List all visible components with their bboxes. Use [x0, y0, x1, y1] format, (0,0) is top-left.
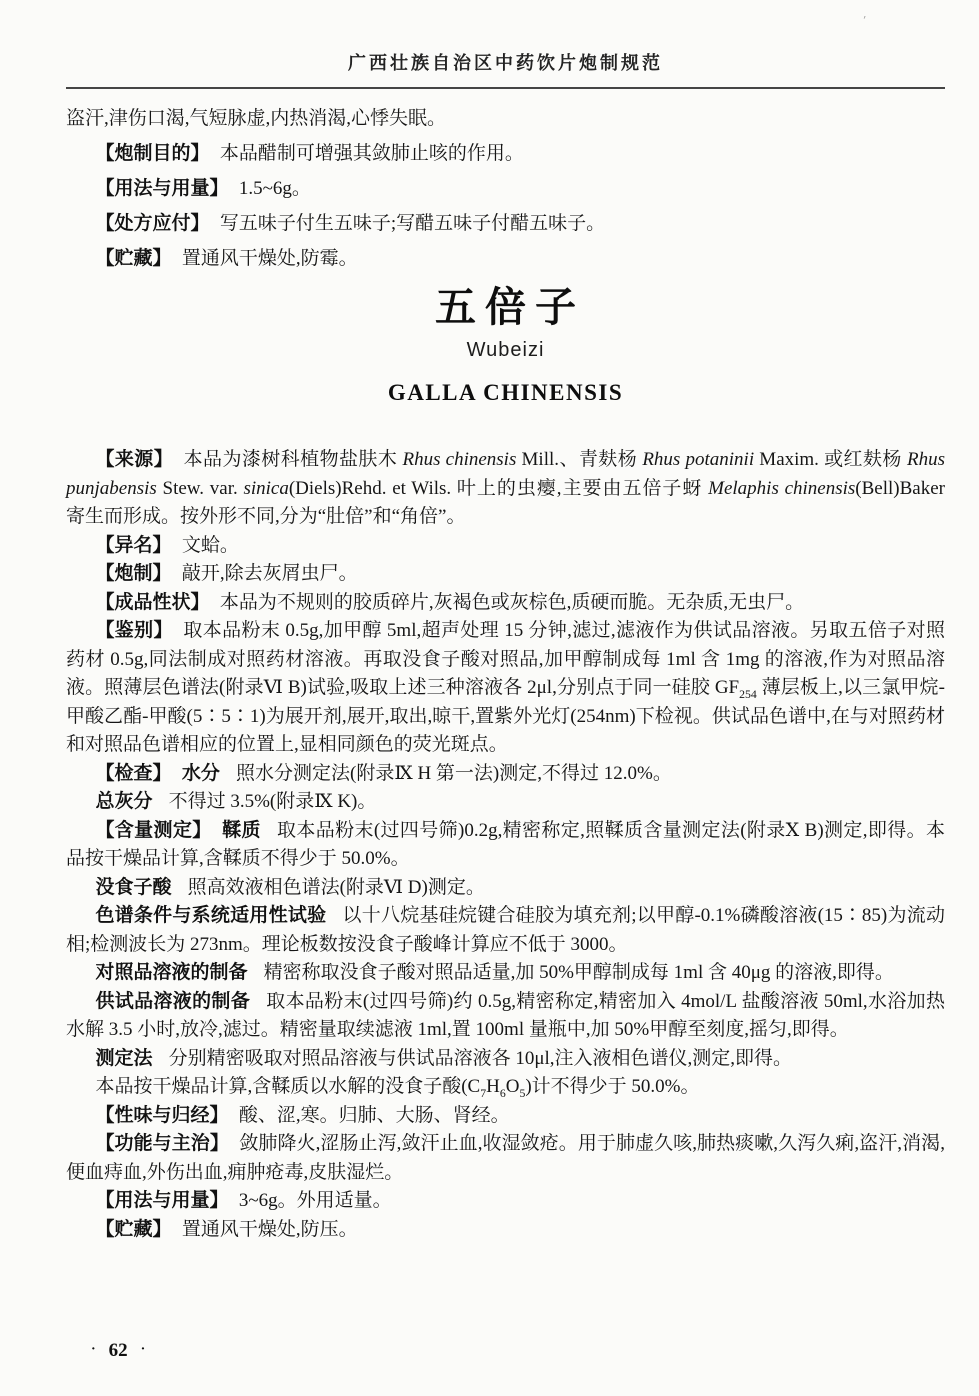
- section-label: 【贮藏】: [95, 1218, 172, 1240]
- page-number-value: 62: [108, 1340, 128, 1361]
- para-cedingfa: [66, 1045, 945, 1074]
- section-text: 照水分测定法(附录Ⅸ H 第一法)测定,不得过 12.0%。: [236, 762, 672, 784]
- latin-name: Rhus potaninii: [642, 449, 755, 470]
- para-paozhi: [66, 560, 945, 589]
- subscript: 7: [480, 1086, 487, 1100]
- para-gongshipin-rongye: [66, 988, 945, 1045]
- section-text: 本品醋制可增强其敛肺止咳的作用。: [219, 143, 524, 164]
- previous-monograph-tail: [66, 101, 945, 276]
- page-number-right-dot: ·: [140, 1342, 146, 1357]
- subscript: 6: [499, 1086, 506, 1100]
- para-zhucang: [66, 1216, 945, 1245]
- section-text: 酸、涩,寒。归肺、大肠、肾经。: [238, 1104, 510, 1126]
- running-header-title: 广西壮族自治区中药饮片炮制规范: [348, 53, 663, 73]
- section-text: 写五味子付生五味子;写醋五味子付醋五味子。: [219, 213, 606, 234]
- source-seg: 本品为漆树科植物盐肤木: [183, 449, 403, 470]
- section-label: 【贮藏】: [95, 248, 172, 269]
- section-label: 【来源】: [95, 449, 174, 470]
- monograph-body: [66, 446, 945, 1244]
- drug-title-latin: GALLA CHINENSIS: [387, 380, 624, 405]
- section-text: O: [505, 1076, 520, 1097]
- para-sepu-tiaojian: [66, 902, 945, 959]
- section-text: 置通风干燥处,防压。: [181, 1218, 358, 1240]
- section-label: 【处方应付】: [95, 213, 210, 234]
- section-label: 【成品性状】: [95, 591, 210, 613]
- para-gongneng-zhuzhi: [66, 1130, 945, 1187]
- section-text: 置通风干燥处,防霉。: [181, 248, 358, 269]
- section-label: 【鉴别】: [95, 620, 173, 641]
- source-seg: Mill.、青麸杨: [516, 449, 643, 470]
- scan-artifact-mark: ʹ: [862, 12, 867, 28]
- page-number: [78, 1340, 158, 1362]
- para-chengpin-xingzhuang: [66, 589, 945, 618]
- drug-title-cn: 五倍子: [435, 284, 585, 330]
- source-seg: Maxim. 或红麸杨: [754, 449, 907, 470]
- section-text: 分别精密吸取对照品溶液与供试品溶液各 10μl,注入液相色谱仪,测定,即得。: [168, 1047, 793, 1069]
- para-hanliang-ceding: [66, 817, 945, 874]
- latin-name: sinica: [243, 477, 289, 499]
- para-zhucang-top: [66, 241, 945, 276]
- section-label: 【用法与用量】: [95, 1190, 229, 1211]
- latin-name: Melaphis chinensis: [708, 477, 856, 499]
- latin-name: Rhus chinensis: [402, 449, 517, 470]
- subsection-label: 总灰分: [95, 791, 153, 812]
- section-text: 取本品粉末(过四号筛)约 0.5g,精密称定,精密加入 4mol/L 盐酸溶液 50ml,水浴加热水解 3.5 小时,放冷,滤过。精密量取续滤液 1ml,置 100ml 量瓶中,加 50%甲醇至刻度,摇匀,即得。: [66, 990, 945, 1040]
- para-yongfa-top: [66, 171, 945, 206]
- para-laiyuan: [66, 446, 945, 532]
- para-jiancha-shuifen: [66, 760, 945, 789]
- subsection-label: 测定法: [95, 1047, 153, 1069]
- page-number-left-dot: ·: [91, 1342, 96, 1357]
- section-text: 薄层板上,以三氯甲烷-甲酸乙酯-甲酸(5∶5∶1)为展开剂,展开,取出,晾干,置紫外光灯(254nm)下检视。供试品色谱中,在与对照药材和对照品色谱相应的位置上,显相同颜色的荧光斑点。: [66, 677, 945, 755]
- section-text: 敲开,除去灰屑虫尸。: [181, 563, 358, 584]
- section-label: 【功能与主治】: [95, 1133, 229, 1154]
- section-text: )计不得少于 50.0%。: [525, 1076, 700, 1097]
- para-jianbie: [66, 617, 945, 760]
- subsection-label: 水分: [181, 762, 220, 784]
- subscript: 5: [519, 1086, 526, 1100]
- section-text: 敛肺降火,涩肠止泻,敛汗止血,收湿敛疮。用于肺虚久咳,肺热痰嗽,久泻久痢,盗汗,消渴,便血痔血,外伤出血,痈肿疮毒,皮肤湿烂。: [66, 1133, 945, 1183]
- section-text: 取本品粉末 0.5g,加甲醇 5ml,超声处理 15 分钟,滤过,滤液作为供试品溶液。另取五倍子对照药材 0.5g,同法制成对照药材溶液。再取没食子酸对照品,加甲醇制成每 1ml 含 1mg 的溶液,作为对照品溶液。照薄层色谱法(附录Ⅵ B)试验,吸取上述三种溶液各 2μl,分别点于同一硅胶 GF: [66, 620, 945, 698]
- section-text: 3~6g。外用适量。: [238, 1190, 392, 1211]
- para-duizhaopin-rongye: [66, 959, 945, 988]
- subsection-label: 供试品溶液的制备: [95, 990, 251, 1012]
- section-label: 【性味与归经】: [95, 1104, 229, 1126]
- para-paozhi-mudi: [66, 136, 945, 171]
- section-label: 【炮制】: [95, 563, 172, 584]
- source-seg: (Bell)Baker 寄生而形成。按外形不同,分为“肚倍”和“角倍”。: [66, 477, 945, 527]
- para-chufang-yingfu: [66, 206, 945, 241]
- section-label: 【异名】: [95, 534, 172, 556]
- para-xingwei-guijing: [66, 1102, 945, 1131]
- section-text: 本品按干燥品计算,含鞣质以水解的没食子酸(C: [95, 1076, 481, 1097]
- para-zonghuifen: [66, 788, 945, 817]
- para-yiming: [66, 532, 945, 561]
- source-seg: (Diels)Rehd. et Wils. 叶上的虫瘿,主要由五倍子蚜: [288, 477, 709, 499]
- section-label: 【含量测定】: [95, 819, 212, 841]
- subsection-label: 对照品溶液的制备: [95, 962, 248, 983]
- section-label: 【用法与用量】: [95, 178, 229, 199]
- section-text: 精密称取没食子酸对照品适量,加 50%甲醇制成每 1ml 含 40μg 的溶液,即得。: [263, 962, 894, 983]
- section-text: H: [486, 1076, 500, 1097]
- monograph-title-block: [66, 276, 945, 406]
- subsection-label: 色谱条件与系统适用性试验: [95, 905, 327, 926]
- latin-name: Rhus punjabensis: [66, 449, 945, 499]
- section-text: 以十八烷基硅烷键合硅胶为填充剂;以甲醇-0.1%磷酸溶液(15∶85)为流动相;检测波长为 273nm。理论板数按没食子酸峰计算应不低于 3000。: [66, 905, 945, 955]
- section-text: 1.5~6g。: [238, 178, 311, 199]
- section-text: 不得过 3.5%(附录Ⅸ K)。: [168, 791, 377, 812]
- subsection-label: 没食子酸: [95, 876, 172, 898]
- drug-title-pinyin: Wubeizi: [466, 339, 545, 361]
- header-rule: [66, 87, 945, 89]
- section-text: 照高效液相色谱法(附录Ⅵ D)测定。: [187, 876, 485, 898]
- para-hanliang-limit: [66, 1073, 945, 1102]
- para-yongfa-yongliang: [66, 1187, 945, 1216]
- section-label: 【炮制目的】: [95, 143, 210, 164]
- source-seg: Stew. var.: [156, 477, 244, 499]
- section-label: 【检查】: [95, 762, 172, 784]
- subscript: 254: [739, 687, 757, 701]
- section-text: 本品为不规则的胶质碎片,灰褐色或灰棕色,质硬而脆。无杂质,无虫尸。: [219, 591, 805, 613]
- para-tail-text: 盗汗,津伤口渴,气短脉虚,内热消渴,心悸失眠。: [66, 108, 447, 129]
- para-gallic-acid: [66, 874, 945, 903]
- subsection-label: 鞣质: [222, 819, 261, 841]
- section-text: 文蛤。: [181, 534, 239, 556]
- section-text: 取本品粉末(过四号筛)0.2g,精密称定,照鞣质含量测定法(附录Ⅹ B)测定,即得。本品按干燥品计算,含鞣质不得少于 50.0%。: [66, 819, 945, 869]
